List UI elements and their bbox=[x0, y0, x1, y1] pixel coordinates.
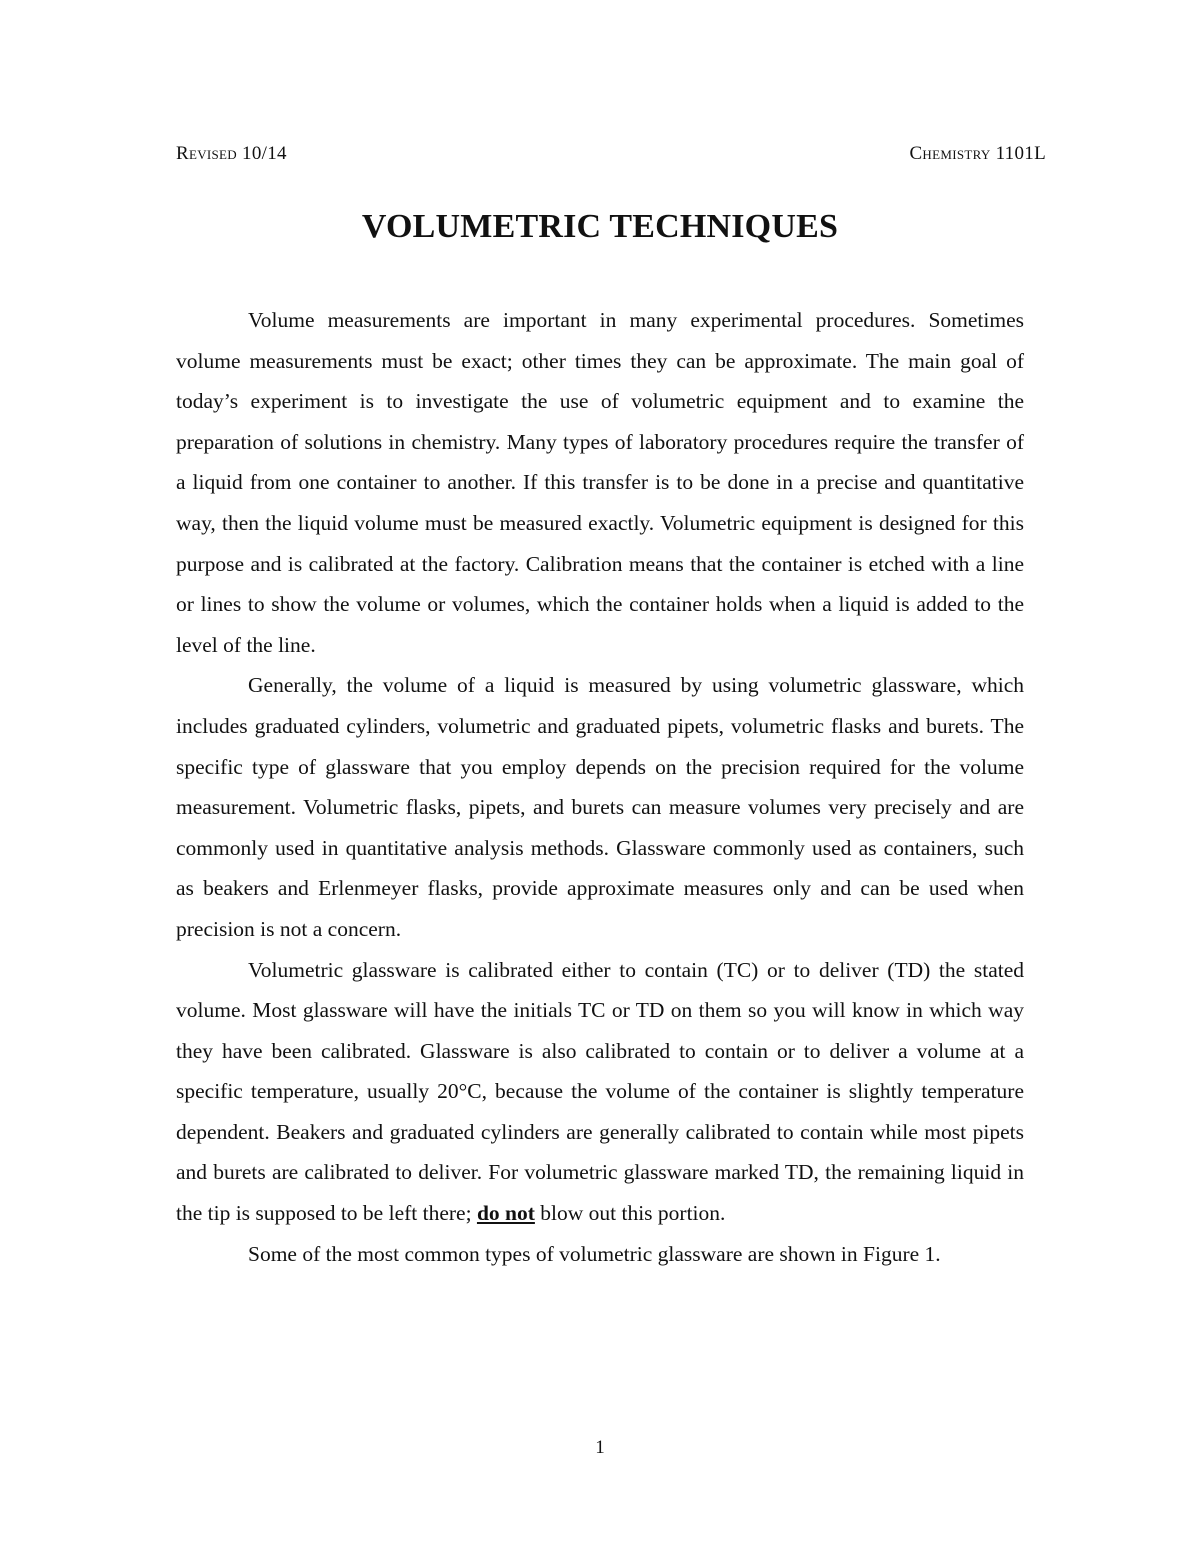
paragraph-intro: Volume measurements are important in many experimental procedures. Sometimes volume measurements must be exact; other times they can be approximate. The main goal of today’s experiment is to investigate the use of volumetric equipment and to examine the preparation of solutions in chemistry. Many types of laboratory procedures require the transfer of a liquid from one container to another. If this transfer is to be done in a precise and quantitative way, then the liquid volume must be measured exactly. Volumetric equipment is designed for this purpose and is calibrated at the factory. Calibration means that the container is etched with a line or lines to show the volume or volumes, which the container holds when a liquid is added to the level of the line. bbox=[176, 308, 1024, 657]
paragraph-glassware-types: Generally, the volume of a liquid is measured by using volumetric glassware, which includes graduated cylinders, volumetric and graduated pipets, volumetric flasks and burets. The specific type of glassware that you employ depends on the precision required for the volume measurement. Volumetric flasks, pipets, and burets can measure volumes very precisely and are commonly used in quantitative analysis methods. Glassware commonly used as containers, such as beakers and Erlenmeyer flasks, provide approximate measures only and can be used when precision is not a concern. bbox=[176, 673, 1024, 941]
emphasis-do-not: do not bbox=[476, 1201, 535, 1226]
header-revision: Revised 10/14 bbox=[176, 143, 287, 164]
header-course: Chemistry 1101L bbox=[909, 143, 1046, 164]
page-title: VOLUMETRIC TECHNIQUES bbox=[361, 208, 839, 245]
paragraph-figure-reference: Some of the most common types of volumetric glassware are shown in Figure 1. bbox=[248, 1241, 941, 1266]
paragraph-calibration-tail: blow out this portion. bbox=[534, 1201, 726, 1226]
paragraph-calibration-text: Volumetric glassware is calibrated either to contain (TC) or to deliver (TD) the stated volume. Most glassware will have the initials TC or TD on them so you will know in which way they have been calibrated. Glassware is also calibrated to contain or to deliver a volume at a specific temperature, usually 20°C, because the volume of the container is slightly temperature dependent. Beakers and graduated cylinders are generally calibrated to contain while most pipets and burets are calibrated to deliver. For volumetric glassware marked TD, the remaining liquid in the tip is supposed to be left there; bbox=[176, 957, 1024, 1226]
page-number: 1 bbox=[595, 1437, 605, 1458]
body-text bbox=[176, 300, 1024, 1274]
paragraph-calibration bbox=[176, 950, 1024, 1234]
